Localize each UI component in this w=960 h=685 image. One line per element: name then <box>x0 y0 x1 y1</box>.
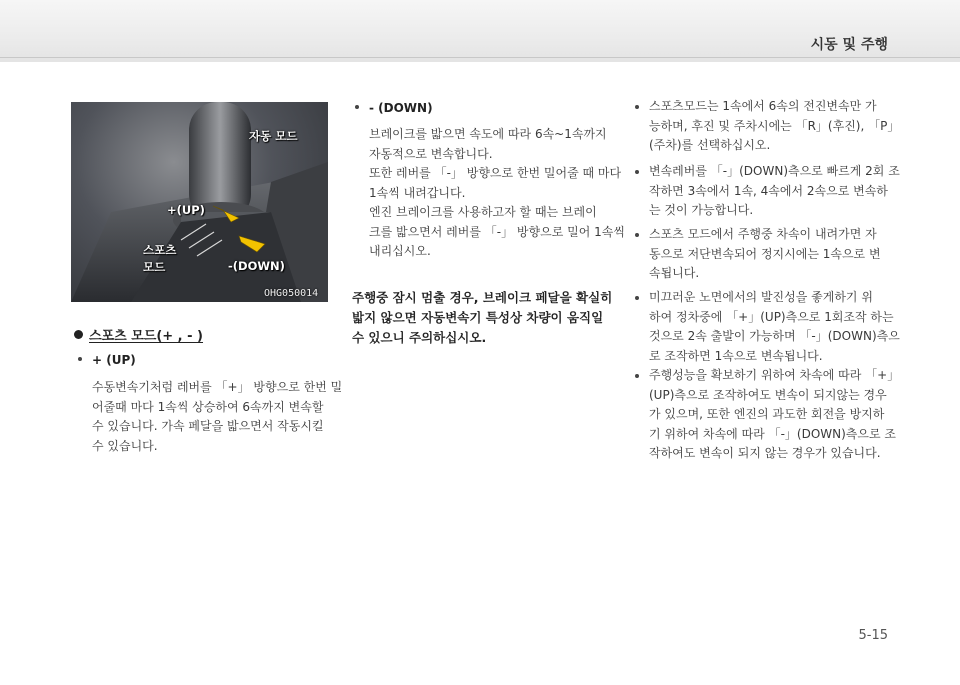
bullet-dot-icon <box>635 296 639 300</box>
bullet-dot-icon <box>635 170 639 174</box>
bullet-dot-icon <box>635 105 639 109</box>
note-sport-mode-range: 스포츠모드는 1속에서 6속의 전진변속만 가 능하며, 후진 및 주차시에는 「R」(후진), 「P」 (주차)를 선택하십시오. <box>635 97 895 156</box>
down-description: 브레이크를 밟으면 속도에 따라 6속~1속까지 자동적으로 변속합니다. 또한 레버를 「-」 방향으로 한번 밀어줄 때 마다 1속씩 내려갑니다. 엔진 브레이크를 사용하고자 할 때는 브레이 크를 밟으면서 레버를 「-」 방향으로 밀어 1속씩 내리십시오. <box>369 127 625 258</box>
gear-shifter-photo <box>71 102 328 302</box>
auto-mode-label: 자동 모드 <box>249 129 298 143</box>
image-code: OHG050014 <box>264 288 319 299</box>
header-divider <box>0 57 960 58</box>
bullet-dot-icon <box>78 357 82 361</box>
note-shift-limits: 주행성능을 확보하기 위하여 차속에 따라 「+」 (UP)측으로 조작하여도 변속이 되지않는 경우 가 있으며, 또한 엔진의 과도한 회전을 방지하 기 위하여 차속에 따라 「-」(DOWN)측으로 조 작하여도 변속이 되지 않는 경우가 있습니다. <box>635 366 895 464</box>
note-auto-downshift: 스포츠 모드에서 주행중 차속이 내려가면 자 동으로 저단변속되어 정지시에는 1속으로 변 속됩니다. <box>635 225 895 284</box>
up-description: 수동변속기처럼 레버를 「+」 방향으로 한번 밀 어줄때 마다 1속씩 상승하여 6속까지 변속할 수 있습니다. 가속 페달을 밟으면서 작동시킬 수 있습니다. <box>92 380 343 453</box>
bullet-dot-icon <box>635 233 639 237</box>
up-label: +(UP) <box>167 203 205 217</box>
bullet-dot-icon <box>635 374 639 378</box>
section-title: 시동 및 주행 <box>810 37 888 53</box>
sport-mode-heading: 스포츠 모드(+ , - ) <box>74 325 203 344</box>
down-label: -(DOWN) <box>228 259 285 273</box>
note-quick-downshift: 변속레버를 「-」(DOWN)측으로 빠르게 2회 조 작하면 3속에서 1속, 4속에서 2속으로 변속하 는 것이 가능합니다. <box>635 162 895 221</box>
bullet-dot-icon <box>355 105 359 109</box>
sport-label-line2: 모드 <box>143 260 166 274</box>
sport-label-line1: 스포츠 <box>143 243 177 257</box>
page-number: 5-15 <box>858 628 888 643</box>
bullet-dot-icon <box>74 330 83 339</box>
stop-warning: 주행중 잠시 멈출 경우, 브레이크 페달을 확실히 밟지 않으면 자동변속기 특성상 차량이 움직일 수 있으니 주의하십시오. <box>352 290 613 345</box>
note-slippery-start: 미끄러운 노면에서의 발진성을 좋게하기 위 하여 정차중에 「+」(UP)측으로 1회조작 하는 것으로 2속 출발이 가능하며 「-」(DOWN)측으 로 조작하면 1속으로 변속됩니다. <box>635 288 895 366</box>
down-subheading: - (DOWN) <box>355 101 433 115</box>
up-subheading: + (UP) <box>78 353 136 367</box>
